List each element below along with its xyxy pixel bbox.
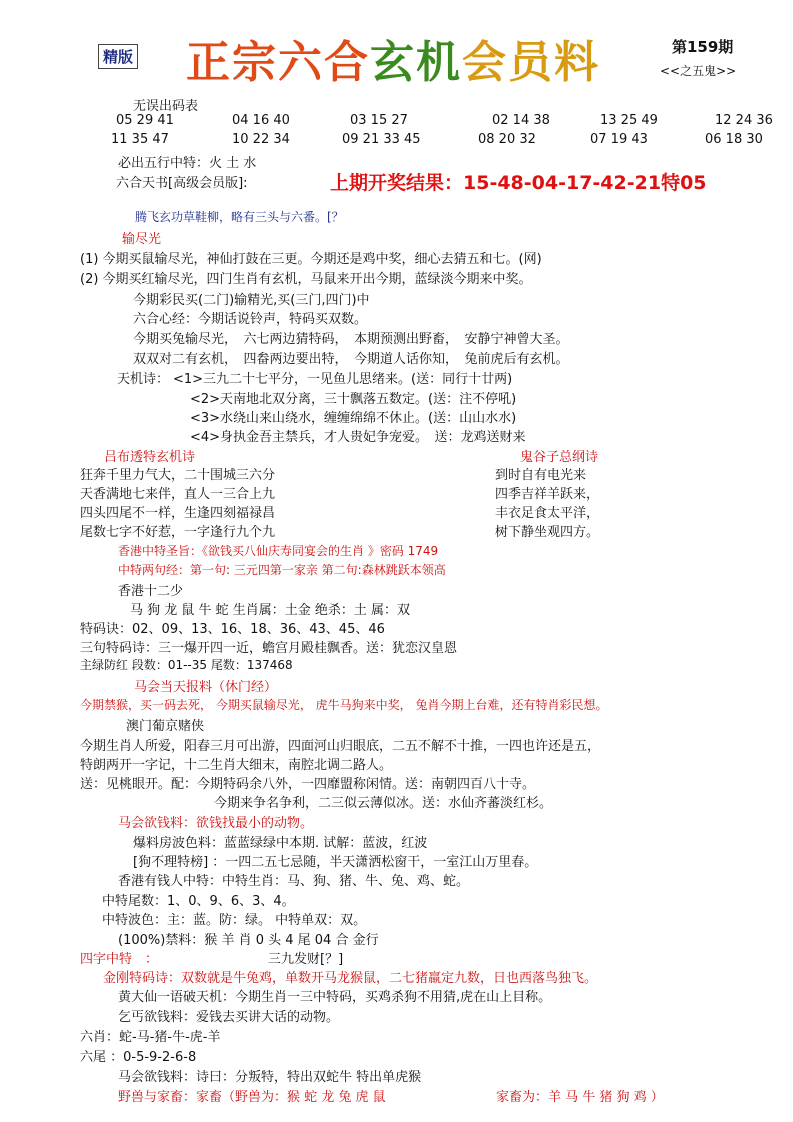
tianshu-line: 六合天书[高级会员版]: xyxy=(116,176,248,191)
text-line: 马会欲钱料：诗曰：分叛特，特出双蛇牛 特出单虎猴 xyxy=(118,1070,422,1085)
text-line: (2) 今期买红输尽光，四门生肖有玄机，马鼠来开出今期，蓝绿淡今期来中奖。 xyxy=(80,272,532,287)
tenglong-line: 腾飞玄功草鞋柳，略有三头与六番。[？ xyxy=(135,210,344,224)
code-cell: 04 16 40 xyxy=(232,113,290,128)
hk-decree: 香港中特圣旨：《欲钱买八仙庆寿同宴会的生肖 》密码 1749 xyxy=(118,544,439,558)
tema-line: 特码诀：02、09、13、16、18、36、43、45、46 xyxy=(80,622,385,637)
page-title xyxy=(186,26,600,90)
text-line: 今期来争名争利，二三似云薄似冰。送：水仙齐蕃淡红杉。 xyxy=(214,796,553,811)
section-heading: 输尽光 xyxy=(122,232,162,247)
zhulv-line: 主绿防红 段数：01--35 尾数：137468 xyxy=(80,658,293,672)
code-cell: 11 35 47 xyxy=(111,132,169,147)
text-line: 双双对二有玄机， 四畚两边要出特， 今期道人话你知， 兔前虎后有玄机。 xyxy=(133,352,569,367)
section-heading: 吕布透特玄机诗 xyxy=(104,450,196,465)
hk-two-lines: 中特两句经：第一句: 三元四第一家亲 第二句:森林跳跃本领高 xyxy=(118,563,446,577)
code-cell: 02 14 38 xyxy=(492,113,550,128)
code-cell: 12 24 36 xyxy=(715,113,773,128)
poem-left-line: 狂奔千里力气大，二十围城三六分 xyxy=(80,468,276,483)
text-line: (100%)禁料：猴 羊 肖 0 头 4 尾 04 合 金行 xyxy=(118,933,379,948)
tianji-verse: <2>天南地北双分离，三十飘落五数定。(送：注不停吼) xyxy=(190,392,517,407)
text-line: [狗不理特榜] ：一四二五七忌随，半天潇洒松窗干，一室江山万里春。 xyxy=(133,855,538,870)
section-heading: 澳门葡京赌侠 xyxy=(126,719,205,734)
text-line: (1) 今期买鼠输尽光，神仙打鼓在三更。今期还是鸡中奖，细心去猜五和七。(网) xyxy=(80,252,542,267)
issue-number: 第159期 xyxy=(672,38,734,56)
text-line: 家畜为：羊 马 牛 猪 狗 鸡 ） xyxy=(496,1090,664,1105)
subtitle: <<之五鬼>> xyxy=(660,64,737,78)
jinqi-line: 今期禁猴，买一码去死， 今期买鼠输尽光， 虎牛马狗来中奖， 兔肖今期上台难，还有特肖彩民想。 xyxy=(80,698,608,712)
sizi-label: 四字中特 ： xyxy=(80,952,159,967)
text-line: 黄大仙一语破天机：今期生肖一三中特码，买鸡杀狗不用猜,虎在山上目称。 xyxy=(118,990,552,1005)
text-line: 香港有钱人中特：中特生肖：马、狗、猪、牛、兔、鸡、蛇。 xyxy=(118,874,470,889)
poem-right-line: 到时自有电光来 xyxy=(495,468,587,483)
section-heading: 马会当天报料（休门经） xyxy=(134,680,278,695)
edition-badge: 精版 xyxy=(98,44,138,69)
tianji-verse: <4>身执金吾主禁兵，才人贵妃争宠爱。 送：龙鸡送财来 xyxy=(190,430,526,445)
text-line: 特朗两开一字记，十二生肖大细末，南腔北调二路人。 xyxy=(80,758,393,773)
liuxiao-line: 六肖：蛇-马-猪-牛-虎-羊 xyxy=(80,1030,221,1045)
code-cell: 06 18 30 xyxy=(705,132,763,147)
code-cell: 08 20 32 xyxy=(478,132,536,147)
poem-right-line: 丰衣足食太平洋， xyxy=(495,506,600,521)
text-line: 送：见桃眼开。配：今期特码余八外，一四靡盟称闲情。送：南朝四百八十寺。 xyxy=(80,777,536,792)
poem-left-line: 尾数七字不好惹，一字逢行九个九 xyxy=(80,525,276,540)
poem-left-line: 天香满地七来伴，直人一三合上九 xyxy=(80,487,276,502)
code-cell: 05 29 41 xyxy=(116,113,174,128)
poem-right-line: 树下静坐观四方。 xyxy=(495,525,600,540)
code-cell: 03 15 27 xyxy=(350,113,408,128)
code-cell: 07 19 43 xyxy=(590,132,648,147)
code-cell: 10 22 34 xyxy=(232,132,290,147)
tianji-verse: <1>三九二十七平分，一见鱼儿思绪来。(送：同行十廿两) xyxy=(173,372,513,387)
poem-left-line: 四头四尾不一样，生逢四刻福禄昌 xyxy=(80,506,276,521)
liuwei-line: 六尾 ：0-5-9-2-6-8 xyxy=(80,1050,197,1065)
title-part-3: 会员料 xyxy=(462,37,600,88)
text-line: 今期彩民买(二门)输精光,买(三门,四门)中 xyxy=(133,293,370,308)
text-line: 今期买兔输尽光， 六七两边猜特码， 本期预测出野畜， 安静宁神曾大圣。 xyxy=(133,332,569,347)
text-line: 野兽与家畜：家畜（野兽为：猴 蛇 龙 兔 虎 鼠 xyxy=(118,1090,386,1105)
sizi-value: 三九发财[？] xyxy=(268,952,344,967)
tianji-label: 天机诗： xyxy=(117,372,170,387)
animals-line: 马 狗 龙 鼠 牛 蛇 生肖属：土金 绝杀：土 属：双 xyxy=(130,603,411,618)
text-line: 中特尾数：1、0、9、6、3、4。 xyxy=(102,894,295,909)
sanju-line: 三句特码诗：三一爆开四一近，蟾宫月殿桂飘香。送：犹恋汉皇恩 xyxy=(80,641,458,656)
code-cell: 13 25 49 xyxy=(600,113,658,128)
text-line: 乞丐欲钱料：爱钱去买讲大话的动物。 xyxy=(118,1010,340,1025)
text-line: 爆料房波色料：蓝蓝绿绿中本期. 试解：蓝波，红波 xyxy=(133,836,428,851)
section-heading: 鬼谷子总纲诗 xyxy=(520,450,599,465)
text-line: 中特波色：主：蓝。防：绿。 中特单双：双。 xyxy=(102,913,367,928)
last-result: 上期开奖结果：15-48-04-17-42-21特05 xyxy=(330,172,707,194)
tianji-verse: <3>水绕山来山绕水，缠缠绵绵不休止。(送：山山水水) xyxy=(190,411,517,426)
section-heading: 马会欲钱料：欲钱找最小的动物。 xyxy=(118,816,314,831)
codes-heading: 无误出码表 xyxy=(133,99,199,114)
title-part-2: 玄机 xyxy=(370,37,462,88)
title-part-1: 正宗六合 xyxy=(186,37,370,88)
text-line: 金刚特码诗：双数就是牛兔鸡，单数开马龙猴鼠，二七猪羸定九数，日也西落鸟独飞。 xyxy=(103,971,598,986)
text-line: 六合心经：今期话说铃声，特码买双数。 xyxy=(133,312,368,327)
hk-twelve: 香港十二少 xyxy=(118,584,184,599)
code-cell: 09 21 33 45 xyxy=(342,132,421,147)
text-line: 今期生肖人所爱，阳春三月可出游，四面河山归眼底，二五不解不十推，一四也许还是五， xyxy=(80,739,601,754)
wuxing-line: 必出五行中特：火 土 水 xyxy=(118,156,257,171)
poem-right-line: 四季吉祥羊跃来， xyxy=(495,487,600,502)
